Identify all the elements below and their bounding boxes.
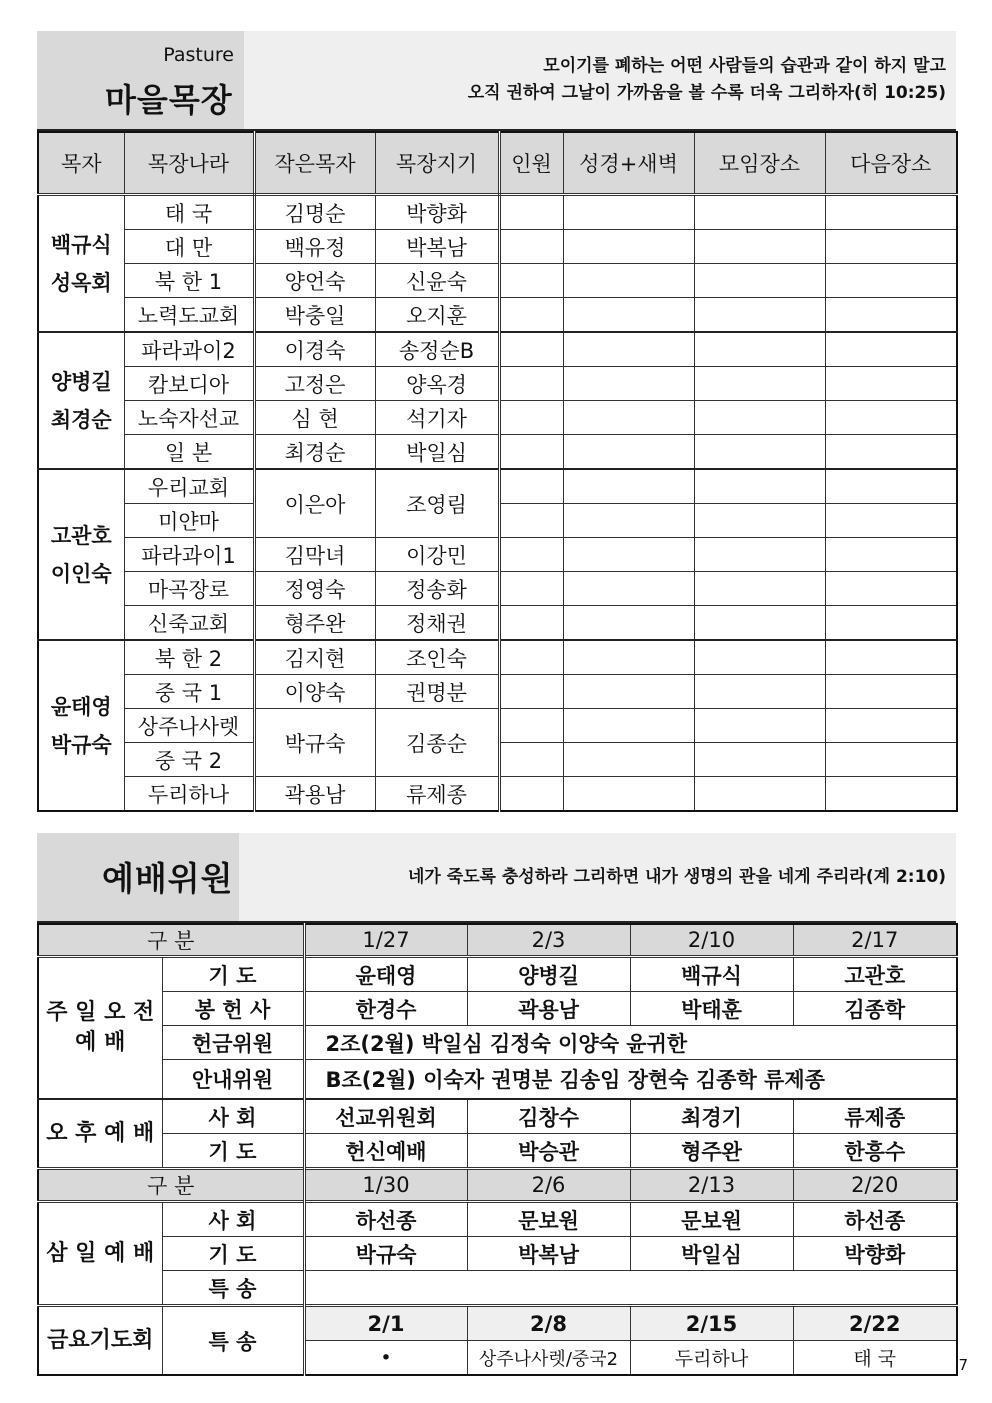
empty-cell [694,230,825,264]
keeper-cell: 박일심 [375,435,499,470]
worship-verse [239,833,956,921]
pasture-header-row [38,132,957,195]
table-row [38,195,957,230]
name-cell: 박승관 [467,1134,630,1169]
pasture-title: 마을목장 [105,81,233,119]
col-keeper: 목장지기 [375,132,499,195]
table-row [38,1237,957,1271]
sunday-am-group: 주 일 오 전 예 배 [38,957,162,1100]
table-row [38,264,957,298]
pastor-cell: 백규식 성옥회 [38,195,124,333]
empty-cell [563,538,694,572]
special-cell: 두리하나 [630,1341,793,1376]
name-cell: 형주완 [630,1134,793,1169]
empty-cell [694,743,825,777]
empty-cell [563,230,694,264]
empty-cell [563,469,694,504]
empty-cell [694,435,825,470]
table-row [38,435,957,470]
host-label: 사 회 [162,1202,304,1237]
name-cell: 고관호 [793,957,957,992]
empty-cell [825,230,957,264]
keeper-cell: 신윤숙 [375,264,499,298]
name-cell: 하선종 [304,1202,467,1237]
keeper-cell: 이강민 [375,538,499,572]
empty-cell [499,606,563,641]
name-cell: 문보원 [630,1202,793,1237]
date-cell: 2/22 [793,1306,957,1341]
empty-cell [499,332,563,367]
nation-cell: 파라과이2 [124,332,254,367]
date-cell: 2/10 [630,924,793,957]
nation-cell: 노력도교회 [124,298,254,333]
name-cell: 김종학 [793,992,957,1026]
keeper-cell: 양옥경 [375,367,499,401]
small-pastor-cell: 박규숙 [254,709,375,777]
keeper-cell: 오지훈 [375,298,499,333]
date-cell: 2/17 [793,924,957,957]
small-pastor-cell: 최경순 [254,435,375,470]
empty-cell [825,709,957,743]
pasture-verse-line1: 모이기를 폐하는 어떤 사람들의 습관과 같이 하지 말고 [543,56,946,76]
keeper-cell: 김종순 [375,709,499,777]
name-cell: 한흥수 [793,1134,957,1169]
empty-cell [694,367,825,401]
empty-cell [499,743,563,777]
table-row [38,230,957,264]
table-row [38,401,957,435]
pasture-title-box [37,31,244,129]
small-pastor-cell: 곽용남 [254,777,375,812]
empty-cell [563,777,694,812]
nation-cell: 마곡장로 [124,572,254,606]
empty-cell [694,675,825,709]
pasture-table [37,131,958,812]
offering-label: 봉 헌 사 [162,992,304,1026]
date-cell: 2/15 [630,1306,793,1341]
empty-cell [825,367,957,401]
empty-cell [694,298,825,333]
keeper-cell: 조영림 [375,469,499,538]
pastor-cell: 양병길 최경순 [38,332,124,469]
date-cell: 2/1 [304,1306,467,1341]
keeper-cell: 정채권 [375,606,499,641]
nation-cell: 신죽교회 [124,606,254,641]
empty-cell [825,469,957,504]
name-cell: 박향화 [793,1237,957,1271]
prayer-label: 기 도 [162,1237,304,1271]
empty-cell [499,709,563,743]
small-pastor-cell: 양언숙 [254,264,375,298]
empty-cell [694,195,825,230]
empty-cell [499,230,563,264]
empty-cell [825,538,957,572]
empty-cell [825,504,957,538]
table-row [38,1202,957,1237]
nation-cell: 북 한 2 [124,640,254,675]
usher-label: 안내위원 [162,1060,304,1100]
small-pastor-cell: 이은아 [254,469,375,538]
table-row [38,367,957,401]
table-row [38,1134,957,1169]
table-row [38,538,957,572]
empty-cell [825,572,957,606]
name-cell: 선교위원회 [304,1099,467,1134]
empty-cell [499,640,563,675]
table-row [38,1099,957,1134]
keeper-cell: 권명분 [375,675,499,709]
empty-cell [563,195,694,230]
small-pastor-cell: 김막녀 [254,538,375,572]
empty-cell [499,538,563,572]
special-cell: 태 국 [793,1341,957,1376]
empty-cell [694,504,825,538]
table-row [38,640,957,675]
name-cell: 윤태영 [304,957,467,992]
host-label: 사 회 [162,1099,304,1134]
nation-cell: 대 만 [124,230,254,264]
keeper-cell: 류제종 [375,777,499,812]
name-cell: 최경기 [630,1099,793,1134]
name-cell: 김창수 [467,1099,630,1134]
empty-cell [563,435,694,470]
col-small-pastor: 작은목자 [254,132,375,195]
empty-cell [694,332,825,367]
empty-cell [563,298,694,333]
empty-cell [563,743,694,777]
special-cell: • [304,1341,467,1376]
date-cell: 1/30 [304,1169,467,1202]
special-label: 특 송 [162,1306,304,1376]
empty-cell [694,606,825,641]
small-pastor-cell: 이경숙 [254,332,375,367]
usher-committee: B조(2월) 이숙자 권명분 김송임 장현숙 김종학 류제종 [304,1060,957,1100]
small-pastor-cell: 이양숙 [254,675,375,709]
empty-cell [825,606,957,641]
empty-cell [499,675,563,709]
special-label: 특 송 [162,1271,304,1306]
empty-cell [694,640,825,675]
empty-cell [694,264,825,298]
empty-cell [825,777,957,812]
worship-table [37,923,958,1376]
gubun-label: 구 분 [38,1169,304,1202]
empty-cell [499,401,563,435]
empty-cell [499,367,563,401]
nation-cell: 우리교회 [124,469,254,504]
table-row [38,777,957,812]
small-pastor-cell: 백유정 [254,230,375,264]
small-pastor-cell: 김명순 [254,195,375,230]
empty-cell [304,1271,957,1306]
nation-cell: 캄보디아 [124,367,254,401]
col-pastor: 목자 [38,132,124,195]
keeper-cell: 석기자 [375,401,499,435]
empty-cell [563,367,694,401]
date-cell: 2/6 [467,1169,630,1202]
date-cell: 2/8 [467,1306,630,1341]
name-cell: 박복남 [467,1237,630,1271]
table-row [38,992,957,1026]
keeper-cell: 송정순B [375,332,499,367]
empty-cell [563,264,694,298]
small-pastor-cell: 박충일 [254,298,375,333]
name-cell: 박태훈 [630,992,793,1026]
name-cell: 류제종 [793,1099,957,1134]
empty-cell [563,401,694,435]
empty-cell [499,504,563,538]
name-cell: 문보원 [467,1202,630,1237]
small-pastor-cell: 심 현 [254,401,375,435]
nation-cell: 미얀마 [124,504,254,538]
date-cell: 2/20 [793,1169,957,1202]
name-cell: 곽용남 [467,992,630,1026]
empty-cell [563,606,694,641]
empty-cell [825,675,957,709]
small-pastor-cell: 정영숙 [254,572,375,606]
worship-header [37,833,956,923]
table-row [38,709,957,743]
empty-cell [563,675,694,709]
table-row [38,606,957,641]
empty-cell [499,195,563,230]
empty-cell [499,777,563,812]
col-place: 모임장소 [694,132,825,195]
special-cell: 상주나사렛/중국2 [467,1341,630,1376]
col-count: 인원 [499,132,563,195]
friday-group: 금요기도회 [38,1306,162,1376]
pasture-verse-line2: 오직 권하여 그날이 가까움을 볼 수록 더욱 그리하자(히 10:25) [467,83,946,103]
empty-cell [825,264,957,298]
table-row [38,572,957,606]
money-label: 헌금위원 [162,1026,304,1060]
wednesday-group: 삼 일 예 배 [38,1202,162,1306]
empty-cell [694,777,825,812]
table-row [38,1060,957,1100]
pastor-cell: 윤태영 박규숙 [38,640,124,811]
prayer-label: 기 도 [162,957,304,992]
date-cell: 2/13 [630,1169,793,1202]
table-row [38,332,957,367]
col-next-place: 다음장소 [825,132,957,195]
table-row [38,1306,957,1341]
pasture-header [37,31,956,131]
name-cell: 한경수 [304,992,467,1026]
empty-cell [694,538,825,572]
empty-cell [499,264,563,298]
date-cell: 2/3 [467,924,630,957]
empty-cell [825,401,957,435]
nation-cell: 상주나사렛 [124,709,254,743]
table-row [38,1271,957,1306]
empty-cell [563,504,694,538]
nation-cell: 두리하나 [124,777,254,812]
sunday-pm-group: 오 후 예 배 [38,1099,162,1169]
keeper-cell: 박향화 [375,195,499,230]
small-pastor-cell: 김지현 [254,640,375,675]
table-row [38,469,957,504]
empty-cell [825,640,957,675]
empty-cell [694,401,825,435]
name-cell: 하선종 [793,1202,957,1237]
empty-cell [694,709,825,743]
empty-cell [499,298,563,333]
col-bible: 성경+새벽 [563,132,694,195]
nation-cell: 일 본 [124,435,254,470]
empty-cell [825,195,957,230]
name-cell: 양병길 [467,957,630,992]
sunday-date-row [38,924,957,957]
page-number: 7 [958,1356,968,1374]
nation-cell: 파라과이1 [124,538,254,572]
table-row [38,1026,957,1060]
name-cell: 박일심 [630,1237,793,1271]
keeper-cell: 조인숙 [375,640,499,675]
small-pastor-cell: 형주완 [254,606,375,641]
keeper-cell: 정송화 [375,572,499,606]
empty-cell [825,743,957,777]
empty-cell [825,435,957,470]
wednesday-date-row [38,1169,957,1202]
empty-cell [499,435,563,470]
nation-cell: 중 국 1 [124,675,254,709]
empty-cell [563,709,694,743]
pasture-verse [244,31,956,129]
gubun-label: 구 분 [38,924,304,957]
small-pastor-cell: 고정은 [254,367,375,401]
worship-title-box [37,833,239,921]
empty-cell [499,469,563,504]
prayer-label: 기 도 [162,1134,304,1169]
worship-title: 예배위원 [102,859,234,898]
name-cell: 백규식 [630,957,793,992]
pastor-cell: 고관호 이인숙 [38,469,124,640]
nation-cell: 중 국 2 [124,743,254,777]
nation-cell: 노숙자선교 [124,401,254,435]
nation-cell: 북 한 1 [124,264,254,298]
empty-cell [563,640,694,675]
pasture-label-en: Pasture [163,44,234,66]
empty-cell [563,332,694,367]
table-row [38,675,957,709]
empty-cell [825,332,957,367]
keeper-cell: 박복남 [375,230,499,264]
name-cell: 헌신예배 [304,1134,467,1169]
empty-cell [825,298,957,333]
empty-cell [694,469,825,504]
empty-cell [694,572,825,606]
table-row [38,298,957,333]
table-row [38,957,957,992]
empty-cell [499,572,563,606]
col-nation: 목장나라 [124,132,254,195]
nation-cell: 태 국 [124,195,254,230]
worship-verse-line: 네가 죽도록 충성하라 그리하면 내가 생명의 관을 네게 주리라(계 2:10) [407,866,946,887]
empty-cell [563,572,694,606]
date-cell: 1/27 [304,924,467,957]
money-committee: 2조(2월) 박일심 김정숙 이양숙 윤귀한 [304,1026,957,1060]
name-cell: 박규숙 [304,1237,467,1271]
